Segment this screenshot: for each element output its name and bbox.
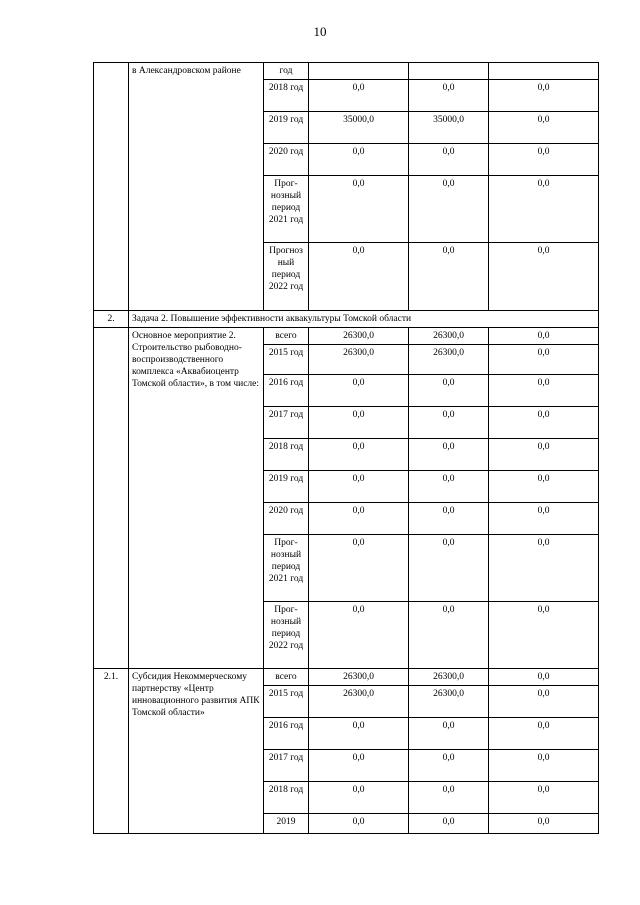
period-cell: Прогноз ный период 2022 год	[264, 243, 309, 311]
value-cell	[409, 63, 489, 80]
value-cell: 26300,0	[309, 328, 409, 345]
task-row	[94, 311, 599, 328]
value-cell: 0,0	[489, 782, 599, 814]
value-cell: 0,0	[489, 243, 599, 311]
value-cell: 26300,0	[409, 328, 489, 345]
value-cell: 35000,0	[409, 112, 489, 144]
value-cell: 0,0	[489, 535, 599, 602]
budget-table	[93, 62, 599, 834]
period-cell: 2015 год	[264, 345, 309, 375]
value-cell: 0,0	[409, 535, 489, 602]
row-number-cell	[94, 328, 129, 669]
value-cell	[309, 63, 409, 80]
value-cell: 0,0	[489, 814, 599, 834]
period-cell: 2016 год	[264, 718, 309, 750]
period-cell: всего	[264, 669, 309, 686]
value-cell: 0,0	[409, 144, 489, 176]
value-cell: 0,0	[489, 407, 599, 439]
value-cell: 0,0	[309, 407, 409, 439]
measure-name-cell: Основное мероприятие 2. Строительство рыбоводно-воспроизводственного комплекса «Аквабиоцентр Томской области», в том числе:	[129, 328, 264, 669]
period-cell: Прог-нозный период 2021 год	[264, 176, 309, 243]
value-cell: 0,0	[309, 471, 409, 503]
value-cell: 0,0	[489, 686, 599, 718]
period-cell: Прог-нозный период 2021 год	[264, 535, 309, 602]
value-cell: 35000,0	[309, 112, 409, 144]
value-cell: 0,0	[309, 503, 409, 535]
value-cell: 0,0	[409, 814, 489, 834]
period-cell: 2018 год	[264, 782, 309, 814]
period-cell: 2020 год	[264, 144, 309, 176]
value-cell: 0,0	[489, 112, 599, 144]
value-cell: 0,0	[489, 176, 599, 243]
value-cell: 0,0	[489, 328, 599, 345]
budget-table-body	[94, 63, 599, 834]
value-cell: 0,0	[309, 176, 409, 243]
value-cell: 0,0	[409, 602, 489, 669]
value-cell: 0,0	[489, 602, 599, 669]
value-cell: 0,0	[309, 439, 409, 471]
value-cell: 0,0	[489, 375, 599, 407]
period-cell: 2015 год	[264, 686, 309, 718]
period-cell: 2017 год	[264, 407, 309, 439]
value-cell: 0,0	[309, 80, 409, 112]
period-cell: 2019	[264, 814, 309, 834]
period-cell: 2018 год	[264, 439, 309, 471]
value-cell: 0,0	[409, 471, 489, 503]
period-cell: всего	[264, 328, 309, 345]
table-row	[94, 669, 599, 686]
value-cell: 0,0	[409, 718, 489, 750]
value-cell: 0,0	[489, 718, 599, 750]
page-number: 10	[313, 24, 327, 39]
table-row	[94, 63, 599, 80]
period-cell: год	[264, 63, 309, 80]
value-cell: 26300,0	[409, 669, 489, 686]
value-cell: 26300,0	[309, 669, 409, 686]
value-cell: 0,0	[489, 471, 599, 503]
value-cell: 26300,0	[409, 686, 489, 718]
value-cell: 0,0	[309, 814, 409, 834]
value-cell: 0,0	[409, 750, 489, 782]
value-cell: 26300,0	[409, 345, 489, 375]
value-cell: 26300,0	[309, 345, 409, 375]
period-cell: 2017 год	[264, 750, 309, 782]
task-title: Задача 2. Повышение эффективности аквакультуры Томской области	[129, 311, 599, 328]
period-cell: 2018 год	[264, 80, 309, 112]
value-cell: 0,0	[409, 375, 489, 407]
period-cell: 2019 год	[264, 112, 309, 144]
value-cell: 0,0	[309, 602, 409, 669]
value-cell	[489, 63, 599, 80]
value-cell: 0,0	[309, 535, 409, 602]
value-cell: 0,0	[409, 439, 489, 471]
value-cell: 0,0	[309, 750, 409, 782]
value-cell: 0,0	[409, 176, 489, 243]
task-number: 2.	[94, 311, 129, 328]
table-row	[94, 328, 599, 345]
value-cell: 0,0	[489, 144, 599, 176]
value-cell: 0,0	[309, 718, 409, 750]
value-cell: 0,0	[409, 782, 489, 814]
value-cell: 0,0	[489, 669, 599, 686]
value-cell: 0,0	[489, 439, 599, 471]
row-number-cell: 2.1.	[94, 669, 129, 834]
period-cell: 2020 год	[264, 503, 309, 535]
period-cell: 2016 год	[264, 375, 309, 407]
value-cell: 0,0	[409, 503, 489, 535]
value-cell: 0,0	[489, 503, 599, 535]
row-number-cell	[94, 63, 129, 311]
measure-name-cell: в Александровском районе	[129, 63, 264, 311]
value-cell: 0,0	[309, 782, 409, 814]
value-cell: 0,0	[489, 345, 599, 375]
period-cell: Прог-нозный период 2022 год	[264, 602, 309, 669]
value-cell: 0,0	[489, 80, 599, 112]
period-cell: 2019 год	[264, 471, 309, 503]
value-cell: 0,0	[309, 144, 409, 176]
value-cell: 0,0	[309, 375, 409, 407]
value-cell: 0,0	[409, 80, 489, 112]
value-cell: 0,0	[489, 750, 599, 782]
value-cell: 0,0	[409, 407, 489, 439]
value-cell: 0,0	[409, 243, 489, 311]
value-cell: 0,0	[309, 243, 409, 311]
value-cell: 26300,0	[309, 686, 409, 718]
subsidy-name-cell: Субсидия Некоммерческому партнерству «Центр инновационного развития АПК Томской области»	[129, 669, 264, 834]
